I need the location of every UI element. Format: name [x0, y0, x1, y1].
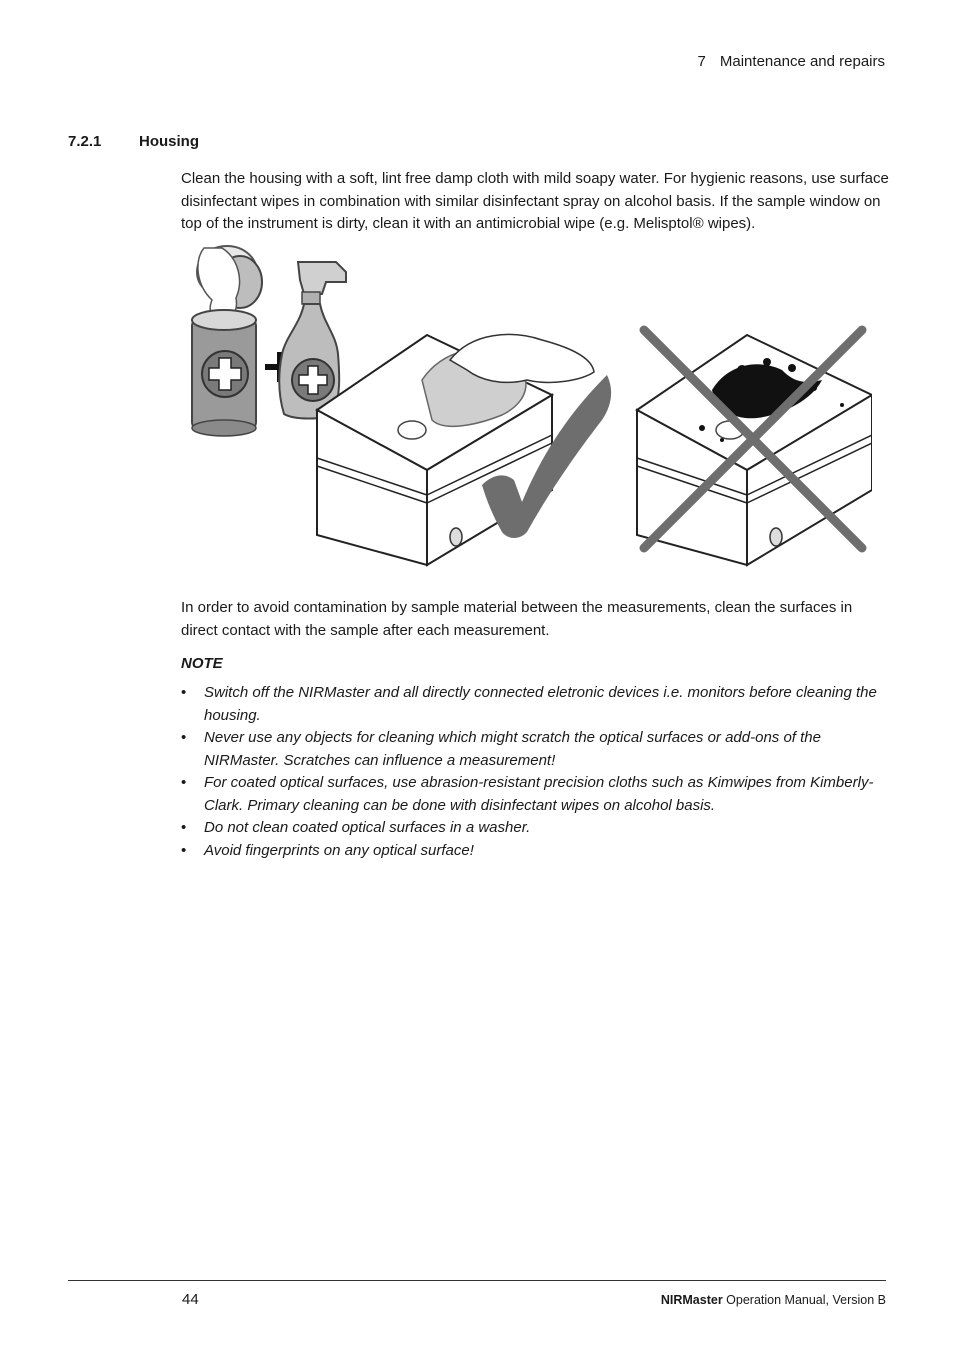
list-item [181, 682, 891, 727]
running-header [698, 53, 885, 70]
list-item [181, 727, 891, 772]
cleaning-figure [182, 240, 872, 575]
note-item-text: Never use any objects for cleaning which might scratch the optical surfaces or add-ons of the NIRMaster. Scratches can influence a measurement! [204, 729, 821, 769]
list-item [181, 840, 891, 863]
bullet-icon: • [181, 819, 187, 836]
bullet-icon: • [181, 729, 187, 746]
note-item-text: Switch off the NIRMaster and all directly connected eletronic devices i.e. monitors before cleaning the housing. [204, 684, 877, 724]
section-title: Housing [139, 133, 199, 150]
doc-title: Operation Manual, Version B [726, 1293, 886, 1307]
list-item [181, 772, 891, 817]
intro-paragraph: Clean the housing with a soft, lint free damp cloth with mild soapy water. For hygienic reasons, use surface disinfectant wipes in combination with similar disinfectant spray on alcohol basis. If the sample window on top of the instrument is dirty, clean it with an antimicrobial wipe (e.g. Melisptol® wipes). [181, 170, 889, 232]
instrument-dirty-icon [637, 335, 872, 565]
section-heading [68, 133, 199, 150]
footer-divider [68, 1280, 886, 1281]
note-title: NOTE [181, 655, 223, 672]
product-name: NIRMaster [660, 1293, 723, 1307]
note-item-text: For coated optical surfaces, use abrasion-resistant precision cloths such as Kimwipes from Kimberly-Clark. Primary cleaning can be done with disinfectant wipes on alcohol basis. [204, 774, 874, 814]
note-item-text: Do not clean coated optical surfaces in a washer. [204, 819, 531, 836]
list-item [181, 817, 891, 840]
section-number: 7.2.1 [68, 133, 102, 150]
note-list [181, 682, 891, 862]
bullet-icon: • [181, 841, 187, 859]
bullet-icon: • [181, 684, 187, 701]
wipes-container-icon [192, 246, 262, 436]
chapter-title: Maintenance and repairs [719, 53, 885, 70]
note-item-text: Avoid fingerprints on any optical surface! [204, 841, 474, 859]
contamination-paragraph: In order to avoid contamination by sample material between the measurements, clean the surfaces in direct contact with the sample after each measurement. [181, 599, 853, 639]
page-number: 44 [182, 1291, 199, 1308]
spray-bottle-icon [279, 262, 346, 419]
footer-doc-title [661, 1293, 886, 1307]
chapter-number: 7 [697, 53, 706, 70]
bullet-icon: • [181, 774, 187, 791]
